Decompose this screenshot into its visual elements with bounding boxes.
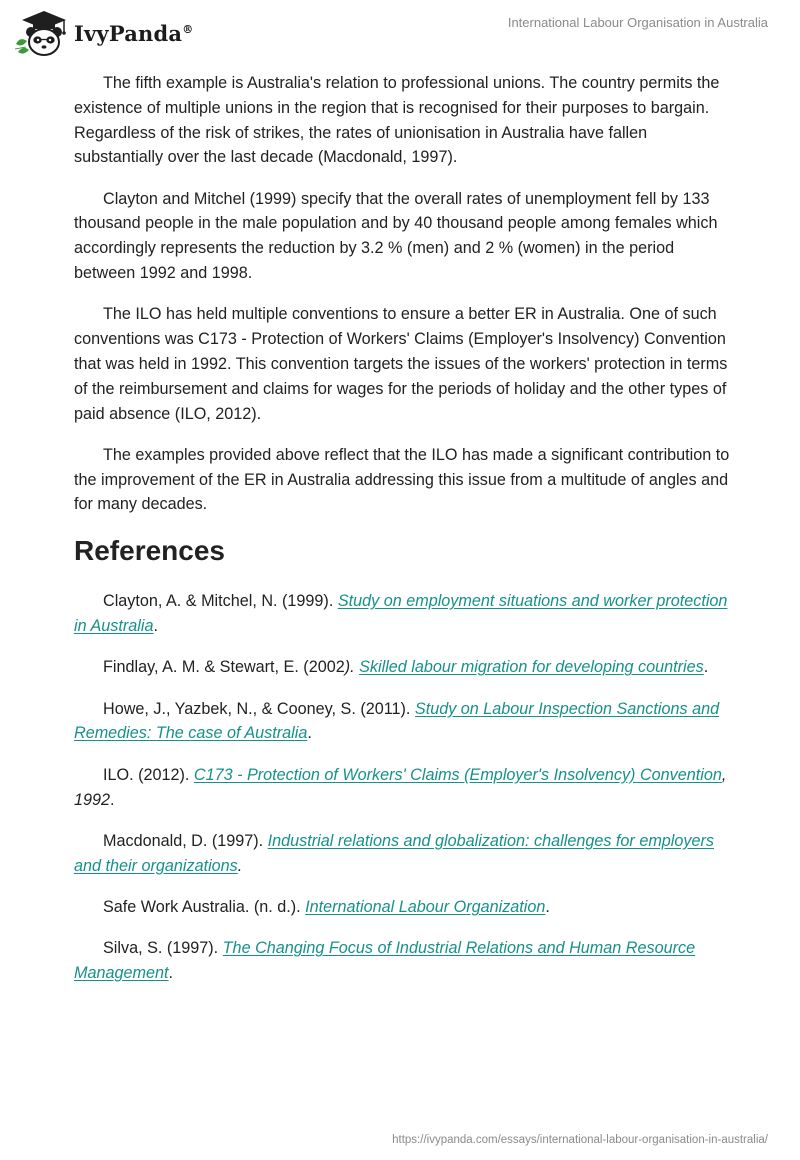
document-title: International Labour Organisation in Australia [507, 15, 768, 30]
reference-item [74, 763, 734, 813]
reference-link[interactable]: C173 - Protection of Workers' Claims (Employer's Insolvency) Convention [193, 765, 722, 784]
reference-link[interactable]: Study on employment situations and worker protection in Australia [74, 592, 728, 636]
reference-tail: . [153, 617, 158, 636]
reference-item [74, 589, 734, 639]
ivypanda-logo[interactable] [14, 8, 193, 58]
essay-content [74, 71, 734, 1002]
reference-item [74, 655, 734, 680]
reference-item [74, 895, 734, 920]
body-paragraph: Clayton and Mitchel (1999) specify that the overall rates of unemployment fell by 133 thousand people in the male population and by 40 thousand people among females which accordingly represents the reduction by 3.2 % (men) and 2 % (women) in the period between 1992 and 1998. [74, 189, 718, 283]
reference-tail: . [168, 964, 173, 983]
reference-tail: . [110, 790, 115, 809]
reference-authors: ILO. (2012). [103, 765, 194, 784]
reference-link[interactable]: The Changing Focus of Industrial Relations and Human Resource Management [74, 939, 696, 983]
reference-item [74, 829, 734, 879]
reference-tail: . [307, 724, 312, 743]
reference-link[interactable]: International Labour Organization [305, 897, 546, 916]
reference-authors: Safe Work Australia. (n. d.). [103, 897, 306, 916]
body-paragraph: The ILO has held multiple conventions to ensure a better ER in Australia. One of such conventions was C173 - Protection of Workers' Claims (Employer's Insolvency) Convention that was held in 1992. This convention targets the issues of the workers' protection in terms of the reimbursement and claims for wages for the periods of holiday and the other types of paid absence (ILO, 2012). [74, 305, 728, 423]
references-heading: References [74, 535, 225, 567]
page-url[interactable]: https://ivypanda.com/essays/international-labour-organisation-in-australia/ [392, 1134, 768, 1146]
reference-authors: Howe, J., Yazbek, N., & Cooney, S. (2011). [103, 699, 415, 718]
reference-link[interactable]: Study on Labour Inspection Sanctions and Remedies: The case of Australia [74, 699, 720, 743]
reference-tail: . [545, 897, 550, 916]
reference-authors: Macdonald, D. (1997). [103, 831, 268, 850]
body-paragraph: The fifth example is Australia's relation to professional unions. The country permits the existence of multiple unions in the region that is recognised for their purposes to bargain. Regardless of the risk of strikes, the rates of unionisation in Australia have fallen substantially over the last decade (Macdonald, 1997). [74, 74, 720, 167]
reference-authors: Silva, S. (1997). [103, 939, 223, 958]
logo-wordmark: IvyPanda® [74, 20, 194, 46]
reference-tail: . [703, 658, 709, 677]
page-header [0, 0, 800, 60]
reference-item [74, 936, 734, 986]
body-paragraph: The examples provided above reflect that the ILO has made a significant contribution to the improvement of the ER in Australia addressing this issue from a multitude of angles and for many decades. [74, 445, 730, 514]
panda-graduate-icon [14, 8, 72, 58]
reference-link[interactable]: Skilled labour migration for developing countries [359, 658, 704, 677]
reference-tail-italic: . [237, 856, 243, 875]
reference-link[interactable]: Industrial relations and globalization: challenges for employers and their organizations [74, 831, 714, 875]
reference-authors-italic: ). [344, 658, 360, 677]
reference-authors: Clayton, A. & Mitchel, N. (1999). [103, 592, 338, 611]
reference-tail-italic: , 1992 [74, 765, 727, 809]
reference-authors: Findlay, A. M. & Stewart, E. (2002 [103, 658, 345, 677]
reference-item [74, 697, 734, 747]
